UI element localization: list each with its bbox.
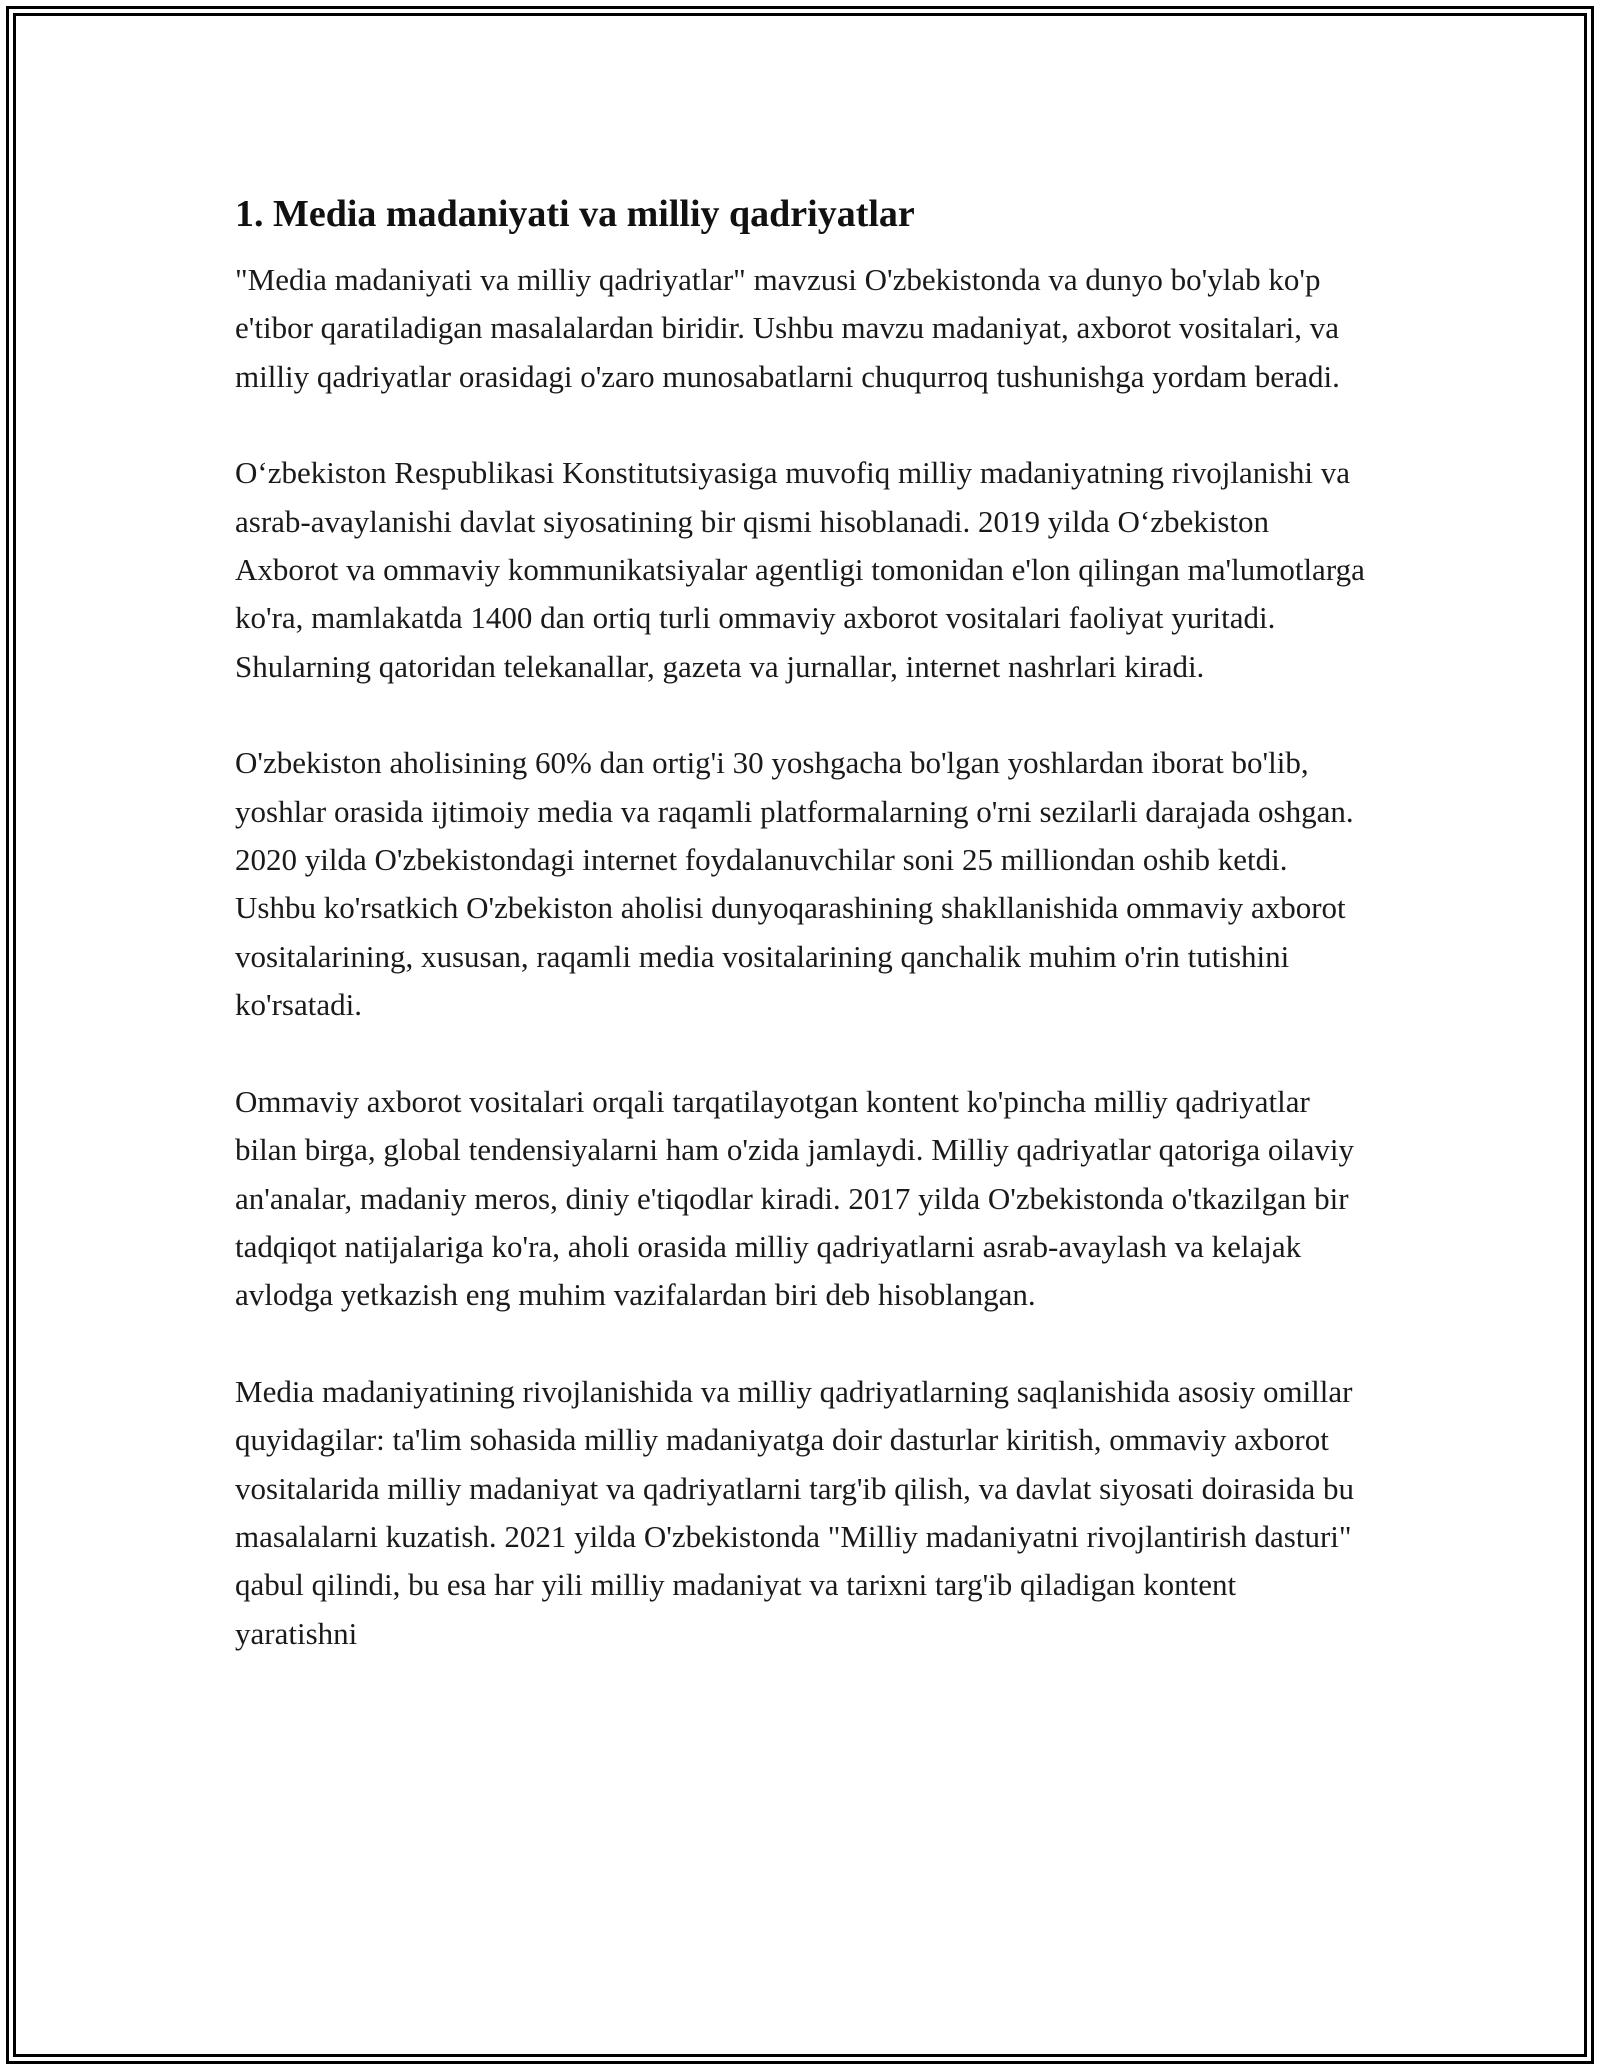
paragraph-constitution: O‘zbekiston Respublikasi Konstitutsiyasiga muvofiq milliy madaniyatning rivojlanishi va asrab-avaylanishi davlat siyosatining bir qismi hisoblanadi. 2019 yilda O‘zbekiston Axborot va ommaviy kommunikatsiyalar agentligi tomonidan e'lon qilingan ma'lumotlarga ko'ra, mamlakatda 1400 dan ortiq turli ommaviy axborot vositalari faoliyat yuritadi. Shularning qatoridan telekanallar, gazeta va jurnallar, internet nashrlari kiradi.	[235, 455, 1365, 684]
paragraph-youth-internet: O'zbekiston aholisining 60% dan ortig'i 30 yoshgacha bo'lgan yoshlardan iborat bo'lib, yoshlar orasida ijtimoiy media va raqamli platformalarning o'rni sezilarli darajada oshgan. 2020 yilda O'zbekistondagi internet foydalanuvchilar soni 25 milliondan oshib ketdi. Ushbu ko'rsatkich O'zbekiston aholisi dunyoqarashining shakllanishida ommaviy axborot vositalarining, xususan, raqamli media vositalarining qanchalik muhim o'rin tutishini ko'rsatadi.	[235, 745, 1354, 1023]
paragraph-intro: "Media madaniyati va milliy qadriyatlar" mavzusi O'zbekistonda va dunyo bo'ylab ko'p e'tibor qaratiladigan masalalardan biridir. Ushbu mavzu madaniyat, axborot vositalari, va milliy qadriyatlar orasidagi o'zaro munosabatlarni chuqurroq tushunishga yordam beradi.	[235, 262, 1340, 394]
document-body	[235, 186, 1365, 1706]
paragraph-development-factors: Media madaniyatining rivojlanishida va milliy qadriyatlarning saqlanishida asosiy omillar quyidagilar: ta'lim sohasida milliy madaniyatga doir dasturlar kiritish, ommaviy axborot vositalarida milliy madaniyat va qadriyatlarni targ'ib qilish, va davlat siyosati doirasida bu masalalarni kuzatish. 2021 yilda O'zbekistonda "Milliy madaniyatni rivojlantirish dasturi" qabul qilindi, bu esa har yili milliy madaniyat va tarixni targ'ib qiladigan kontent yaratishni	[235, 1373, 1355, 1651]
section-heading: 1. Media madaniyati va milliy qadriyatlar	[235, 193, 915, 235]
paragraph-national-values: Ommaviy axborot vositalari orqali tarqatilayotgan kontent ko'pincha milliy qadriyatlar bilan birga, global tendensiyalarni ham o'zida jamlaydi. Milliy qadriyatlar qatoriga oilaviy an'analar, madaniy meros, diniy e'tiqodlar kiradi. 2017 yilda O'zbekistonda o'tkazilgan bir tadqiqot natijalariga ko'ra, aholi orasida milliy qadriyatlarni asrab-avaylash va kelajak avlodga yetkazish eng muhim vazifalardan biri deb hisoblangan.	[235, 1083, 1354, 1313]
